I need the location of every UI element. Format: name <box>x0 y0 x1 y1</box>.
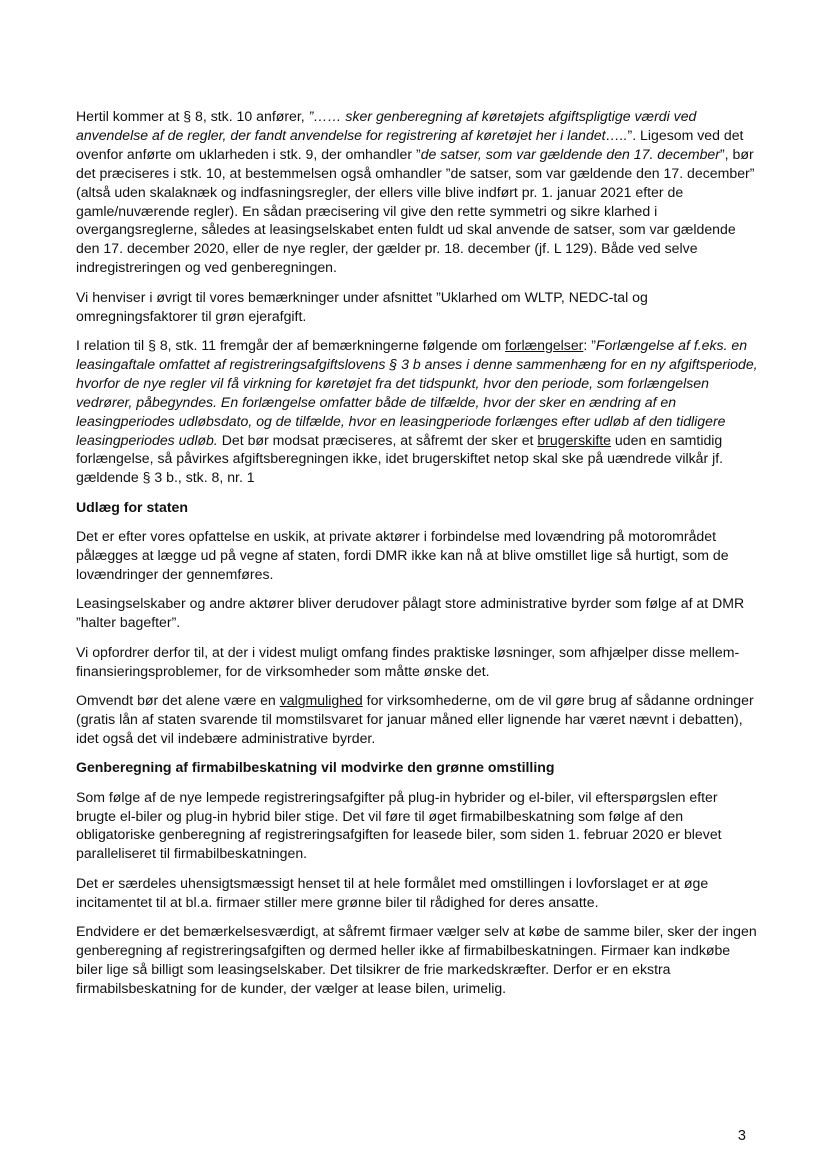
paragraph-efterspoergsel: Som følge af de nye lempede registreringsafgifter på plug-in hybrider og el-biler, vil efterspørgslen efter brugte el-biler og plug-in hybrid biler stige. Det vil føre til øget firmabilbeskatning som følge af den obligatoriske genberegning af registreringsafgiften for leasede biler, som siden 1. februar 2020 er blevet paralleliseret til firmabilbeskatningen. <box>76 788 722 862</box>
section-heading-genberegning: Genberegning af firmabilbeskatning vil modvirke den grønne omstilling <box>76 759 555 776</box>
section-heading-udlaeg: Udlæg for staten <box>76 498 188 515</box>
paragraph-uhensigtsmaessigt: Det er særdeles uhensigtsmæssigt henset til at hele formålet med omstillingen i lovforslaget er at øge incitamentet til at bl.a. firmaer stiller mere grønne biler til rådighed for deres ansatte. <box>76 874 709 910</box>
paragraph-stk11-forlaengelser: I relation til § 8, stk. 11 fremgår der af bemærkningerne følgende om forlængelser: ”Forlængelse af f.eks. en leasingaftale omfattet af registreringsafgiftslovens § 3 b anses i denne sammenhæng for en ny afgiftsperiode, hvorfor de nye regler vil få virkning for køretøjet fra det tidspunkt, hvor den periode, som forlængelsen vedrører, påbegyndes. En forlængelse omfatter både de tilfælde, hvor der sker en ændring af en leasingperiodes udløbsdato, og de tilfælde, hvor en leasingperiode forlænges efter udløb af den tidligere leasingperiodes udløb. Det bør modsat præciseres, at såfremt der sker et brugerskifte uden en samtidig forlængelse, så påvirkes afgiftsberegningen ikke, idet brugerskiftet netop skal ske på uændrede vilkår jf. gældende § 3 b., stk. 8, nr. 1 <box>76 336 758 486</box>
paragraph-stk10: Hertil kommer at § 8, stk. 10 anfører, ”…… sker genberegning af køretøjets afgiftspligtige værdi ved anvendelse af de regler, der fandt anvendelse for registrering af køretøjet her i landet…..”. Ligesom ved det ovenfor anførte om uklarheden i stk. 9, der omhandler ”de satser, som var gældende den 17. december”, bør det præciseres i stk. 10, at bestemmelsen også omhandler ”de satser, som var gældende den 17. december” (altså uden skalaknæk og indfasningsregler, der ellers ville blive indført pr. 1. januar 2021 efter de gamle/nuværende regler). En sådan præcisering vil give den rette symmetri og sikre klarhed i overgangsreglerne, således at leasingselskabet enten fuldt ud skal anvende de satser, som var gældende den 17. december 2020, eller de nye regler, der gælder pr. 18. december (jf. L 129). Både ved selve indregistreringen og ved genberegningen. <box>76 108 755 276</box>
paragraph-wltp-reference: Vi henviser i øvrigt til vores bemærkninger under afsnittet ”Uklarhed om WLTP, NEDC-tal og omregningsfaktorer til grøn ejerafgift. <box>76 288 648 324</box>
paragraph-administrative-byrder: Leasingselskaber og andre aktører bliver derudover pålagt store administrative byrder som følge af at DMR ”halter bagefter”. <box>76 595 745 631</box>
document-body <box>76 107 760 1008</box>
paragraph-opfordring: Vi opfordrer derfor til, at der i videst muligt omfang findes praktiske løsninger, som afhjælper disse mellem-finansieringsproblemer, for de virksomheder som måtte ønske det. <box>76 643 740 679</box>
paragraph-valgmulighed: Omvendt bør det alene være en valgmulighed for virksomhederne, om de vil gøre brug af sådanne ordninger (gratis lån af staten svarende til momstilsvaret for januar måned eller lignende har været nævnt i debatten), idet også det vil indebære administrative byrder. <box>76 691 754 746</box>
paragraph-bemaerkelsesvaerdigt: Endvidere er det bemærkelsesværdigt, at såfremt firmaer vælger selv at købe de samme biler, sker der ingen genberegning af registreringsafgiften og dermed heller ikke af firmabilbeskatningen. Firmaer kan indkøbe biler lige så billigt som leasingselskaber. Det tilsikrer de frie markedskræfter. Derfor er en ekstra firmabilsbeskatning for de kunder, der vælger at lease bilen, urimelig. <box>76 923 757 996</box>
page-number: 3 <box>737 1128 746 1144</box>
paragraph-uskik: Det er efter vores opfattelse en uskik, at private aktører i forbindelse med lovændring på motorområdet pålægges at lægge ud på vegne af staten, fordi DMR ikke kan nå at blive omstillet lige så hurtigt, som de lovændringer der gennemføres. <box>76 528 729 582</box>
